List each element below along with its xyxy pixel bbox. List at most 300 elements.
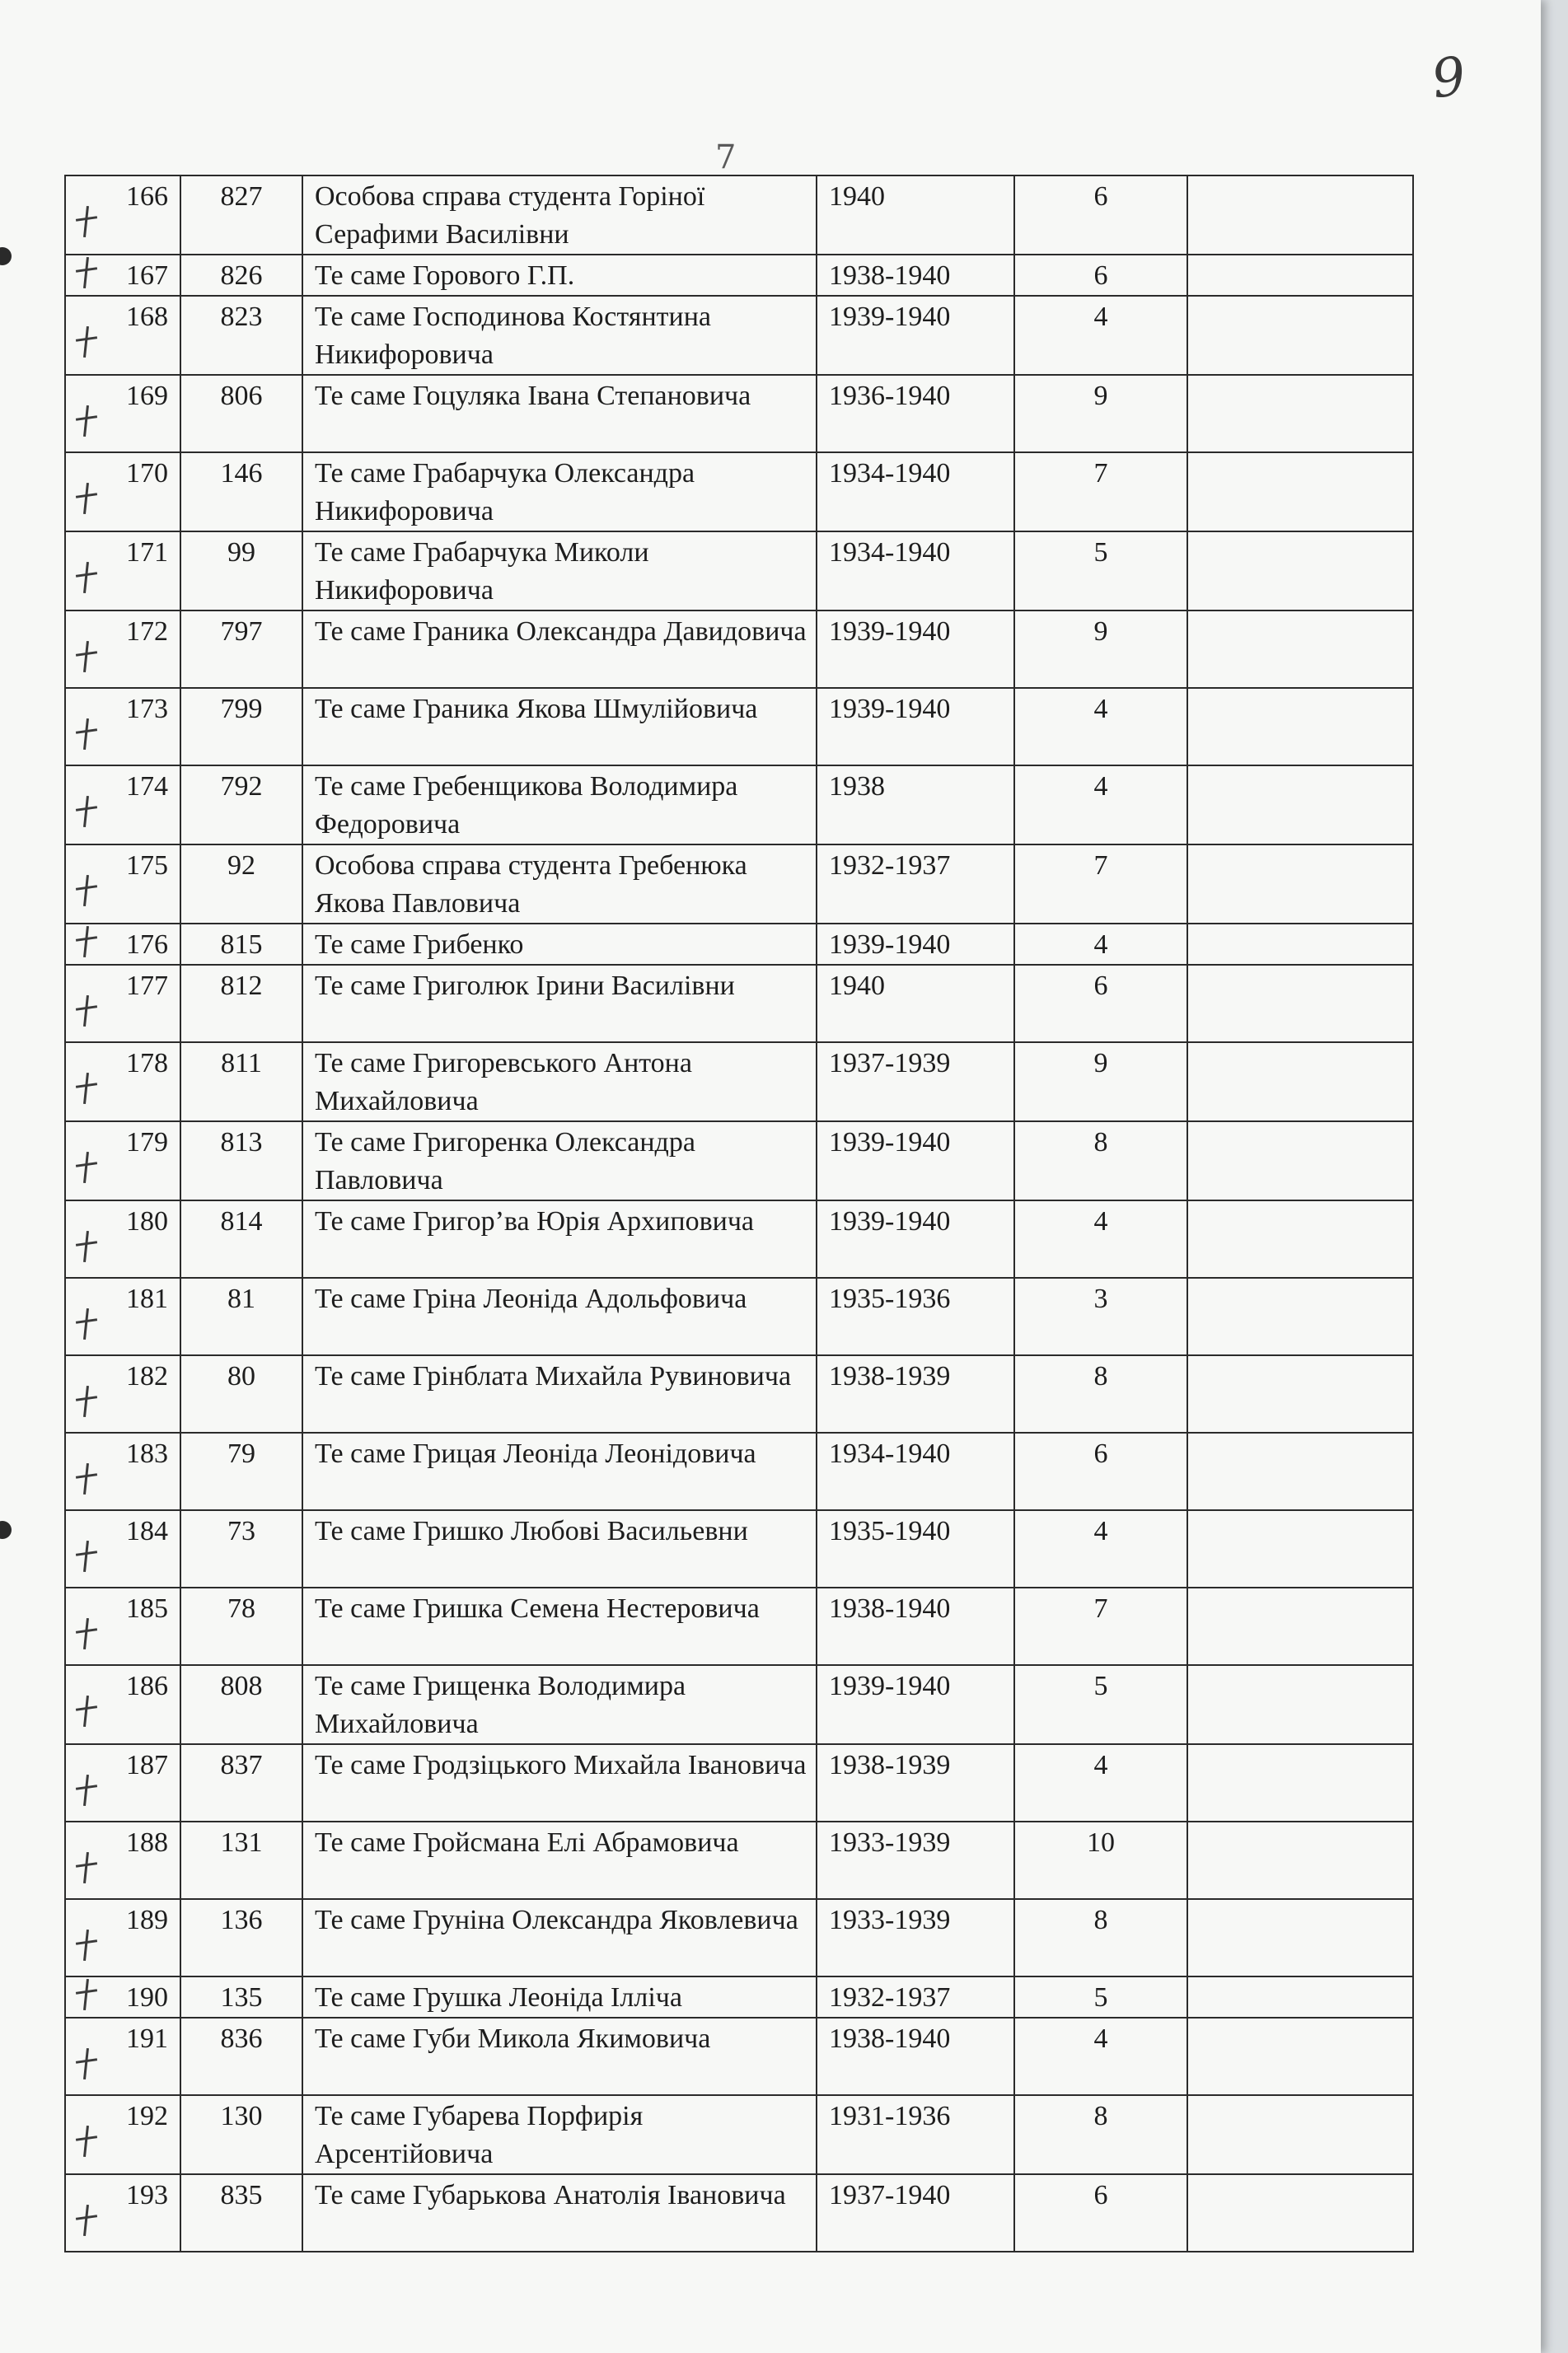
row-number-text: 171 bbox=[126, 537, 168, 568]
case-dates-text: 1939-1940 bbox=[829, 929, 951, 960]
table-row bbox=[65, 1588, 1413, 1665]
case-dates-text: 1939-1940 bbox=[829, 1127, 951, 1158]
case-title-text: Те саме Григор’ва Юрія Архиповича bbox=[315, 1206, 755, 1237]
case-title bbox=[302, 1042, 817, 1121]
case-title-text: Те саме Губарева Порфирія Арсентійовича bbox=[315, 2101, 644, 2169]
handwritten-cross-icon bbox=[74, 1231, 97, 1262]
case-dates bbox=[817, 1744, 1014, 1822]
case-dates-text: 1940 bbox=[829, 181, 885, 212]
case-title bbox=[302, 1822, 817, 1899]
sheet-count-text: 4 bbox=[1093, 1206, 1108, 1237]
case-title-text: Те саме Гродзіцького Михайла Івановича bbox=[315, 1750, 807, 1780]
case-title bbox=[302, 1433, 817, 1510]
handwritten-cross-icon bbox=[74, 1073, 97, 1104]
case-number bbox=[180, 452, 302, 531]
row-number-text: 180 bbox=[126, 1206, 168, 1237]
sheet-count-text: 8 bbox=[1093, 1905, 1108, 1935]
case-dates bbox=[817, 255, 1014, 296]
row-number bbox=[65, 1744, 180, 1822]
case-dates-text: 1938 bbox=[829, 771, 885, 802]
case-dates bbox=[817, 1510, 1014, 1588]
case-title bbox=[302, 255, 817, 296]
sheet-count bbox=[1014, 531, 1187, 610]
sheet-count bbox=[1014, 1899, 1187, 1976]
row-number bbox=[65, 1822, 180, 1899]
case-number-text: 797 bbox=[220, 616, 263, 647]
notes-cell bbox=[1187, 1744, 1413, 1822]
sheet-count bbox=[1014, 1200, 1187, 1278]
table-row bbox=[65, 452, 1413, 531]
case-dates bbox=[817, 844, 1014, 924]
case-dates-text: 1933-1939 bbox=[829, 1905, 951, 1935]
case-number-text: 836 bbox=[220, 2023, 263, 2054]
case-title-text: Те саме Губи Микола Якимовича bbox=[315, 2023, 711, 2054]
sheet-count-text: 10 bbox=[1087, 1827, 1115, 1858]
notes-cell bbox=[1187, 1355, 1413, 1433]
row-number-text: 181 bbox=[126, 1284, 168, 1314]
case-number bbox=[180, 1665, 302, 1744]
table-row bbox=[65, 1976, 1413, 2018]
case-dates-text: 1935-1940 bbox=[829, 1516, 951, 1546]
handwritten-cross-icon bbox=[74, 2205, 97, 2236]
case-number bbox=[180, 1433, 302, 1510]
case-title-text: Те саме Грушка Леоніда Ілліча bbox=[315, 1982, 682, 2013]
case-dates-text: 1934-1940 bbox=[829, 458, 951, 489]
case-title-text: Те саме Граника Олександра Давидовича bbox=[315, 616, 807, 647]
case-number bbox=[180, 1510, 302, 1588]
sheet-count-text: 9 bbox=[1093, 381, 1108, 411]
table-row bbox=[65, 924, 1413, 965]
case-title bbox=[302, 1355, 817, 1433]
sheet-count-text: 7 bbox=[1093, 850, 1108, 881]
case-dates bbox=[817, 765, 1014, 844]
case-title bbox=[302, 610, 817, 688]
sheet-count-text: 5 bbox=[1093, 1671, 1108, 1701]
handwritten-cross-icon bbox=[74, 1696, 97, 1727]
notes-cell bbox=[1187, 2095, 1413, 2174]
sheet-count bbox=[1014, 296, 1187, 375]
case-dates bbox=[817, 2174, 1014, 2252]
case-dates-text: 1935-1936 bbox=[829, 1284, 951, 1314]
row-number bbox=[65, 531, 180, 610]
sheet-count-text: 7 bbox=[1093, 1593, 1108, 1624]
table-row bbox=[65, 1510, 1413, 1588]
case-number-text: 78 bbox=[227, 1593, 255, 1624]
page-number: 9 bbox=[1428, 45, 1470, 111]
handwritten-cross-icon bbox=[74, 483, 97, 514]
sheet-count bbox=[1014, 1976, 1187, 2018]
row-number-text: 189 bbox=[126, 1905, 168, 1935]
sheet-count bbox=[1014, 765, 1187, 844]
sheet-count-text: 9 bbox=[1093, 616, 1108, 647]
case-title-text: Те саме Грінблата Михайла Рувиновича bbox=[315, 1361, 792, 1392]
case-title bbox=[302, 1899, 817, 1976]
notes-cell bbox=[1187, 1278, 1413, 1355]
table-row bbox=[65, 765, 1413, 844]
row-number-text: 184 bbox=[126, 1516, 168, 1546]
case-number-text: 837 bbox=[220, 1750, 263, 1780]
case-title bbox=[302, 2095, 817, 2174]
case-title bbox=[302, 175, 817, 255]
case-number-text: 811 bbox=[221, 1048, 262, 1078]
case-number-text: 131 bbox=[220, 1827, 263, 1858]
notes-cell bbox=[1187, 1510, 1413, 1588]
case-number bbox=[180, 965, 302, 1042]
case-number bbox=[180, 531, 302, 610]
case-number-text: 815 bbox=[220, 929, 263, 960]
notes-cell bbox=[1187, 924, 1413, 965]
sheet-count bbox=[1014, 610, 1187, 688]
notes-cell bbox=[1187, 1822, 1413, 1899]
case-dates-text: 1939-1940 bbox=[829, 1671, 951, 1701]
case-dates bbox=[817, 610, 1014, 688]
case-dates bbox=[817, 1121, 1014, 1200]
case-title-text: Особова справа студента Гребенюка Якова Павловича bbox=[315, 850, 747, 919]
row-number bbox=[65, 1121, 180, 1200]
case-number bbox=[180, 1278, 302, 1355]
case-title bbox=[302, 765, 817, 844]
row-number bbox=[65, 375, 180, 452]
case-title bbox=[302, 924, 817, 965]
notes-cell bbox=[1187, 765, 1413, 844]
row-number-text: 170 bbox=[126, 458, 168, 489]
table-row bbox=[65, 531, 1413, 610]
row-number bbox=[65, 1510, 180, 1588]
case-number-text: 827 bbox=[220, 181, 263, 212]
case-title bbox=[302, 2174, 817, 2252]
case-dates-text: 1932-1937 bbox=[829, 850, 951, 881]
case-number-text: 81 bbox=[227, 1284, 255, 1314]
case-title-text: Те саме Груніна Олександра Яковлевича bbox=[315, 1905, 798, 1935]
case-number-text: 136 bbox=[220, 1905, 263, 1935]
case-title bbox=[302, 1200, 817, 1278]
row-number-text: 174 bbox=[126, 771, 168, 802]
case-title bbox=[302, 1744, 817, 1822]
notes-cell bbox=[1187, 531, 1413, 610]
case-dates bbox=[817, 531, 1014, 610]
handwritten-cross-icon bbox=[74, 1979, 97, 2010]
notes-cell bbox=[1187, 375, 1413, 452]
case-number bbox=[180, 688, 302, 765]
case-title-text: Особова справа студента Горіної Серафими Василівни bbox=[315, 181, 705, 250]
handwritten-cross-icon bbox=[74, 926, 97, 957]
case-title bbox=[302, 1121, 817, 1200]
case-number-text: 79 bbox=[227, 1438, 255, 1469]
sheet-count-text: 4 bbox=[1093, 302, 1108, 332]
sheet-count-text: 6 bbox=[1093, 2180, 1108, 2210]
sheet-count-text: 6 bbox=[1093, 1438, 1108, 1469]
sheet-count-text: 8 bbox=[1093, 1127, 1108, 1158]
case-title bbox=[302, 1588, 817, 1665]
row-number bbox=[65, 610, 180, 688]
case-dates bbox=[817, 296, 1014, 375]
notes-cell bbox=[1187, 1200, 1413, 1278]
sheet-count-text: 4 bbox=[1093, 694, 1108, 724]
case-dates-text: 1938-1940 bbox=[829, 260, 951, 291]
case-number bbox=[180, 610, 302, 688]
table-row bbox=[65, 2095, 1413, 2174]
case-number bbox=[180, 1200, 302, 1278]
row-number-text: 183 bbox=[126, 1438, 168, 1469]
case-title-text: Те саме Гройсмана Елі Абрамовича bbox=[315, 1827, 739, 1858]
case-title-text: Те саме Гребенщикова Володимира Федоровича bbox=[315, 771, 738, 840]
case-dates bbox=[817, 175, 1014, 255]
sheet-count bbox=[1014, 175, 1187, 255]
table-row bbox=[65, 175, 1413, 255]
sheet-count bbox=[1014, 255, 1187, 296]
row-number-text: 192 bbox=[126, 2101, 168, 2131]
sheet-count-text: 8 bbox=[1093, 1361, 1108, 1392]
sheet-count-text: 9 bbox=[1093, 1048, 1108, 1078]
case-title-text: Те саме Григолюк Ірини Василівни bbox=[315, 971, 735, 1001]
sheet-count bbox=[1014, 924, 1187, 965]
case-number-text: 146 bbox=[220, 458, 263, 489]
table-row bbox=[65, 375, 1413, 452]
case-number-text: 823 bbox=[220, 302, 263, 332]
case-dates-text: 1933-1939 bbox=[829, 1827, 951, 1858]
handwritten-cross-icon bbox=[74, 875, 97, 906]
handwritten-cross-icon bbox=[74, 1930, 97, 1961]
case-number-text: 792 bbox=[220, 771, 263, 802]
sheet-count-text: 4 bbox=[1093, 1750, 1108, 1780]
handwritten-cross-icon bbox=[74, 718, 97, 750]
row-number-text: 188 bbox=[126, 1827, 168, 1858]
row-number-text: 193 bbox=[126, 2180, 168, 2210]
case-number-text: 826 bbox=[220, 260, 263, 291]
handwritten-cross-icon bbox=[74, 2048, 97, 2079]
case-dates-text: 1931-1936 bbox=[829, 2101, 951, 2131]
row-number-text: 175 bbox=[126, 850, 168, 881]
sheet-count bbox=[1014, 1665, 1187, 1744]
case-title-text: Те саме Гоцуляка Івана Степановича bbox=[315, 381, 751, 411]
handwritten-cross-icon bbox=[74, 995, 97, 1027]
case-dates-text: 1932-1937 bbox=[829, 1982, 951, 2013]
case-title bbox=[302, 844, 817, 924]
table-row bbox=[65, 688, 1413, 765]
case-dates-text: 1938-1940 bbox=[829, 2023, 951, 2054]
row-number-text: 172 bbox=[126, 616, 168, 647]
case-number-text: 73 bbox=[227, 1516, 255, 1546]
case-title bbox=[302, 296, 817, 375]
sheet-count bbox=[1014, 1355, 1187, 1433]
case-title bbox=[302, 2018, 817, 2095]
case-number-text: 799 bbox=[220, 694, 263, 724]
case-title-text: Те саме Грабарчука Миколи Никифоровича bbox=[315, 537, 649, 606]
case-number bbox=[180, 175, 302, 255]
row-number-text: 169 bbox=[126, 381, 168, 411]
handwritten-cross-icon bbox=[74, 405, 97, 437]
row-number-text: 186 bbox=[126, 1671, 168, 1701]
notes-cell bbox=[1187, 1976, 1413, 2018]
case-number-text: 808 bbox=[220, 1671, 263, 1701]
case-dates-text: 1936-1940 bbox=[829, 381, 951, 411]
table-row bbox=[65, 610, 1413, 688]
case-dates bbox=[817, 1976, 1014, 2018]
sheet-count bbox=[1014, 375, 1187, 452]
case-dates bbox=[817, 2095, 1014, 2174]
case-title bbox=[302, 1665, 817, 1744]
case-title-text: Те саме Григоревського Антона Михайловича bbox=[315, 1048, 692, 1116]
case-number bbox=[180, 2174, 302, 2252]
notes-cell bbox=[1187, 844, 1413, 924]
case-number-text: 835 bbox=[220, 2180, 263, 2210]
case-dates bbox=[817, 1665, 1014, 1744]
row-number bbox=[65, 175, 180, 255]
table-row bbox=[65, 2018, 1413, 2095]
sheet-count-text: 7 bbox=[1093, 458, 1108, 489]
row-number bbox=[65, 1588, 180, 1665]
row-number bbox=[65, 688, 180, 765]
handwritten-cross-icon bbox=[74, 796, 97, 827]
punch-hole bbox=[0, 1521, 12, 1539]
sheet-count bbox=[1014, 452, 1187, 531]
handwritten-cross-icon bbox=[74, 1152, 97, 1183]
case-dates-text: 1937-1939 bbox=[829, 1048, 951, 1078]
row-number bbox=[65, 2095, 180, 2174]
case-title-text: Те саме Горового Г.П. bbox=[315, 260, 575, 291]
row-number bbox=[65, 1899, 180, 1976]
table-row bbox=[65, 1822, 1413, 1899]
top-mark: 7 bbox=[715, 138, 737, 176]
case-dates bbox=[817, 688, 1014, 765]
row-number-text: 190 bbox=[126, 1982, 168, 2013]
table-row bbox=[65, 1278, 1413, 1355]
row-number bbox=[65, 2018, 180, 2095]
sheet-count bbox=[1014, 1433, 1187, 1510]
case-number bbox=[180, 2095, 302, 2174]
row-number-text: 179 bbox=[126, 1127, 168, 1158]
table-row bbox=[65, 844, 1413, 924]
case-title bbox=[302, 965, 817, 1042]
case-title bbox=[302, 1278, 817, 1355]
notes-cell bbox=[1187, 452, 1413, 531]
case-number bbox=[180, 765, 302, 844]
case-number-text: 135 bbox=[220, 1982, 263, 2013]
notes-cell bbox=[1187, 688, 1413, 765]
case-number bbox=[180, 924, 302, 965]
handwritten-cross-icon bbox=[74, 1541, 97, 1572]
table-row bbox=[65, 1433, 1413, 1510]
table-row bbox=[65, 1200, 1413, 1278]
notes-cell bbox=[1187, 1899, 1413, 1976]
handwritten-cross-icon bbox=[74, 1386, 97, 1417]
case-title bbox=[302, 1510, 817, 1588]
sheet-count-text: 4 bbox=[1093, 929, 1108, 960]
case-number bbox=[180, 296, 302, 375]
sheet-count-text: 8 bbox=[1093, 2101, 1108, 2131]
table-row bbox=[65, 255, 1413, 296]
case-number bbox=[180, 1822, 302, 1899]
notes-cell bbox=[1187, 1121, 1413, 1200]
notes-cell bbox=[1187, 610, 1413, 688]
case-title bbox=[302, 452, 817, 531]
case-title-text: Те саме Грабарчука Олександра Никифоровича bbox=[315, 458, 695, 526]
row-number bbox=[65, 1665, 180, 1744]
sheet-count-text: 6 bbox=[1093, 260, 1108, 291]
row-number-text: 177 bbox=[126, 971, 168, 1001]
notes-cell bbox=[1187, 965, 1413, 1042]
row-number-text: 178 bbox=[126, 1048, 168, 1078]
case-dates-text: 1939-1940 bbox=[829, 302, 951, 332]
table-row bbox=[65, 1042, 1413, 1121]
sheet-count bbox=[1014, 1278, 1187, 1355]
case-dates bbox=[817, 375, 1014, 452]
table-row bbox=[65, 1355, 1413, 1433]
case-title bbox=[302, 1976, 817, 2018]
case-number bbox=[180, 1899, 302, 1976]
handwritten-cross-icon bbox=[74, 206, 97, 237]
row-number-text: 176 bbox=[126, 929, 168, 960]
handwritten-cross-icon bbox=[74, 1852, 97, 1883]
row-number bbox=[65, 255, 180, 296]
case-dates bbox=[817, 1588, 1014, 1665]
handwritten-cross-icon bbox=[74, 257, 97, 288]
sheet-count bbox=[1014, 965, 1187, 1042]
sheet-count-text: 5 bbox=[1093, 1982, 1108, 2013]
case-number-text: 92 bbox=[227, 850, 255, 881]
case-number-text: 80 bbox=[227, 1361, 255, 1392]
case-number-text: 806 bbox=[220, 381, 263, 411]
row-number bbox=[65, 1355, 180, 1433]
row-number bbox=[65, 452, 180, 531]
notes-cell bbox=[1187, 175, 1413, 255]
sheet-count bbox=[1014, 1510, 1187, 1588]
sheet-count bbox=[1014, 2174, 1187, 2252]
inventory-rows bbox=[65, 175, 1413, 2252]
notes-cell bbox=[1187, 2174, 1413, 2252]
row-number bbox=[65, 296, 180, 375]
row-number bbox=[65, 1433, 180, 1510]
sheet-count bbox=[1014, 2095, 1187, 2174]
row-number-text: 191 bbox=[126, 2023, 168, 2054]
row-number bbox=[65, 1278, 180, 1355]
handwritten-cross-icon bbox=[74, 1775, 97, 1806]
case-title-text: Те саме Гріна Леоніда Адольфовича bbox=[315, 1284, 747, 1314]
row-number-text: 187 bbox=[126, 1750, 168, 1780]
table-row bbox=[65, 965, 1413, 1042]
table-row bbox=[65, 1665, 1413, 1744]
case-dates bbox=[817, 1355, 1014, 1433]
case-number-text: 813 bbox=[220, 1127, 263, 1158]
case-dates-text: 1940 bbox=[829, 971, 885, 1001]
table-row bbox=[65, 296, 1413, 375]
sheet-count bbox=[1014, 688, 1187, 765]
sheet-count-text: 4 bbox=[1093, 1516, 1108, 1546]
handwritten-cross-icon bbox=[74, 326, 97, 358]
handwritten-cross-icon bbox=[74, 562, 97, 593]
case-number bbox=[180, 844, 302, 924]
row-number bbox=[65, 1042, 180, 1121]
notes-cell bbox=[1187, 1042, 1413, 1121]
case-dates-text: 1934-1940 bbox=[829, 537, 951, 568]
case-number-text: 130 bbox=[220, 2101, 263, 2131]
case-number-text: 814 bbox=[220, 1206, 263, 1237]
case-dates-text: 1939-1940 bbox=[829, 1206, 951, 1237]
case-title-text: Те саме Григоренка Олександра Павловича bbox=[315, 1127, 695, 1195]
row-number-text: 173 bbox=[126, 694, 168, 724]
case-title-text: Те саме Грицая Леоніда Леонідовича bbox=[315, 1438, 756, 1469]
table-row bbox=[65, 1899, 1413, 1976]
sheet-count-text: 4 bbox=[1093, 771, 1108, 802]
inventory-table bbox=[64, 175, 1414, 2252]
case-dates bbox=[817, 2018, 1014, 2095]
case-dates-text: 1939-1940 bbox=[829, 694, 951, 724]
case-dates bbox=[817, 965, 1014, 1042]
case-dates-text: 1938-1939 bbox=[829, 1750, 951, 1780]
handwritten-cross-icon bbox=[74, 1463, 97, 1495]
case-title-text: Те саме Грищенка Володимира Михайловича bbox=[315, 1671, 686, 1739]
case-dates bbox=[817, 1433, 1014, 1510]
